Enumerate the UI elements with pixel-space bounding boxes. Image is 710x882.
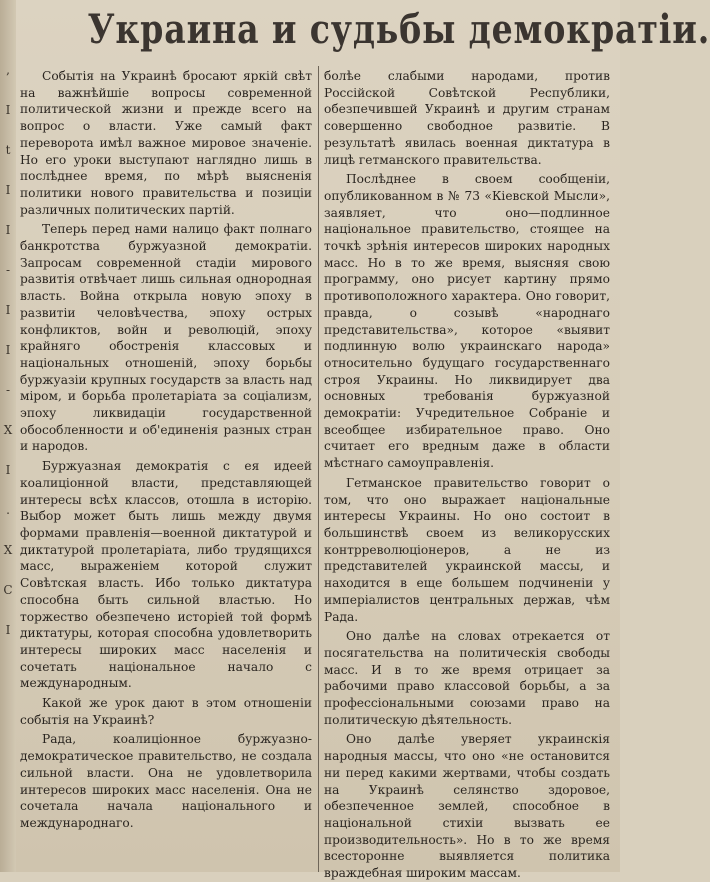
edge-mark: - (5, 263, 11, 277)
column-divider (318, 66, 319, 872)
edge-mark: I (5, 103, 11, 117)
left-column (20, 68, 312, 872)
edge-mark: I (5, 463, 11, 477)
adjacent-column-edge (0, 0, 16, 872)
paragraph: Теперь перед нами налицо факт полнаго банкротства буржуазной демократiи. Запросам современной стадiи мирового развитiя отвѣчает лишь сильная однородная власть. Война открыла новую эпоху в развитiи человѣчества, эпоху острых конфликтов, войн и революцiй, эпоху крайняго обостренiя классовых и нацiональных отношенiй, эпоху борьбы буржуазiи крупных государств за власть над мiром, и борьба пролетарiата за соцiализм, эпоху ликвидацiи государственной обособленности и об'единенiя разных стран и народов. (20, 222, 312, 454)
edge-mark: I (5, 303, 11, 317)
paragraph: Оно далѣе уверяет украинскiя народныя массы, что оно «не остановится ни перед какими жертвами, чтобы создать на Украинѣ селянство здоровое, обезпеченное землей, способное в нацiональной стихiи вызвать ее производительность». Но в то же время всесторонне выявляется политика враждебная широким массам. (324, 732, 610, 881)
edge-mark: , (6, 63, 10, 77)
edge-mark: I (5, 183, 11, 197)
edge-mark: - (5, 383, 11, 397)
edge-mark: I (5, 623, 11, 637)
paragraph: Гетманское правительство говорит о том, что оно выражает нацiональные интересы Украины. Но оно состоит в большинствѣ своем из великорусских контрреволюцiонеров, а не из представителей украинской массы, и находится в еще большем подчиненiи у имперiалистов центральных держав, чѣм Рада. (324, 475, 610, 624)
paragraph: Рада, коалицiонное буржуазно-демократическое правительство, не создала сильной власти. Она не удовлетворила интересов широких масс населенiя. Она не сочетала начала нацiонального и международнаго. (20, 732, 312, 830)
edge-mark: I (5, 223, 11, 237)
right-column (324, 68, 610, 881)
paragraph: Событiя на Украинѣ бросают яркiй свѣт на важнѣйшiе вопросы современной политической жизни и прежде всего на вопрос о власти. Уже самый факт переворота имѣл важное мировое значенiе. Но его уроки выступают наглядно лишь в послѣднее время, по мѣрѣ выясненiя политики нового правительства и позицiи различных политических партiй. (20, 69, 312, 217)
edge-mark: I (5, 343, 11, 357)
paragraph: Послѣднее в своем сообщенiи, опубликованном в № 73 «Кiевской Мысли», заявляет, что оно—подлинное нацiональное правительство, стоящее на точкѣ зрѣнiя интересов широких народных масс. Но в то же время, выясняя свою программу, оно рисует картину прямо противоположного характера. Оно говорит, правда, о созывѣ «народнаго представительства», которое «выявит подлинную волю украинскаго народа» относительно будущаго государственнаго строя Украины. Но ликвидирует два основных требованiя буржуазной демократiи: Учредительное Собранiе и всеобщее избирательное право. Оно считает его вредным даже в области мѣстнаго самоуправленiя. (324, 172, 610, 471)
edge-mark: C (3, 583, 13, 597)
edge-mark: X (3, 423, 13, 437)
edge-mark: . (6, 503, 10, 517)
edge-mark: X (3, 543, 13, 557)
paragraph-continuation: болѣе слабыми народами, против Россiйской Совѣтской Республики, обезпечившей Украинѣ и другим странам совершенно свободное развитiе. В результатѣ явилась военная диктатура в лицѣ гетманского правительства. (324, 69, 610, 167)
edge-mark: t (5, 143, 11, 157)
paragraph: Буржуазная демократiя с ея идеей коалицiонной власти, представляющей интересы всѣх классов, отошла в исторiю. Выбор может быть лишь между двумя формами правленiя—военной диктатурой и диктатурой пролетарiата, либо трудящихся масс, выраженiем которой служит Совѣтская власть. Ибо только диктатура способна быть сильной властью. Но торжество обезпечено исторiей той формѣ диктатуры, которая способна удовлетворить интересы широких масс населенiя и сочетать нацiональное начало с международным. (20, 459, 312, 691)
article-title: Украина и судьбы демократiи. (87, 6, 710, 53)
paragraph: Оно далѣе на словах отрекается от посягательства на политическiя свободы масс. И в то же время отрицает за рабочими право классовой борьбы, а за профессiональными союзами право на политическую дѣятельность. (324, 629, 610, 727)
paragraph: Какой же урок дают в этом отношенiи событiя на Украинѣ? (20, 696, 312, 727)
